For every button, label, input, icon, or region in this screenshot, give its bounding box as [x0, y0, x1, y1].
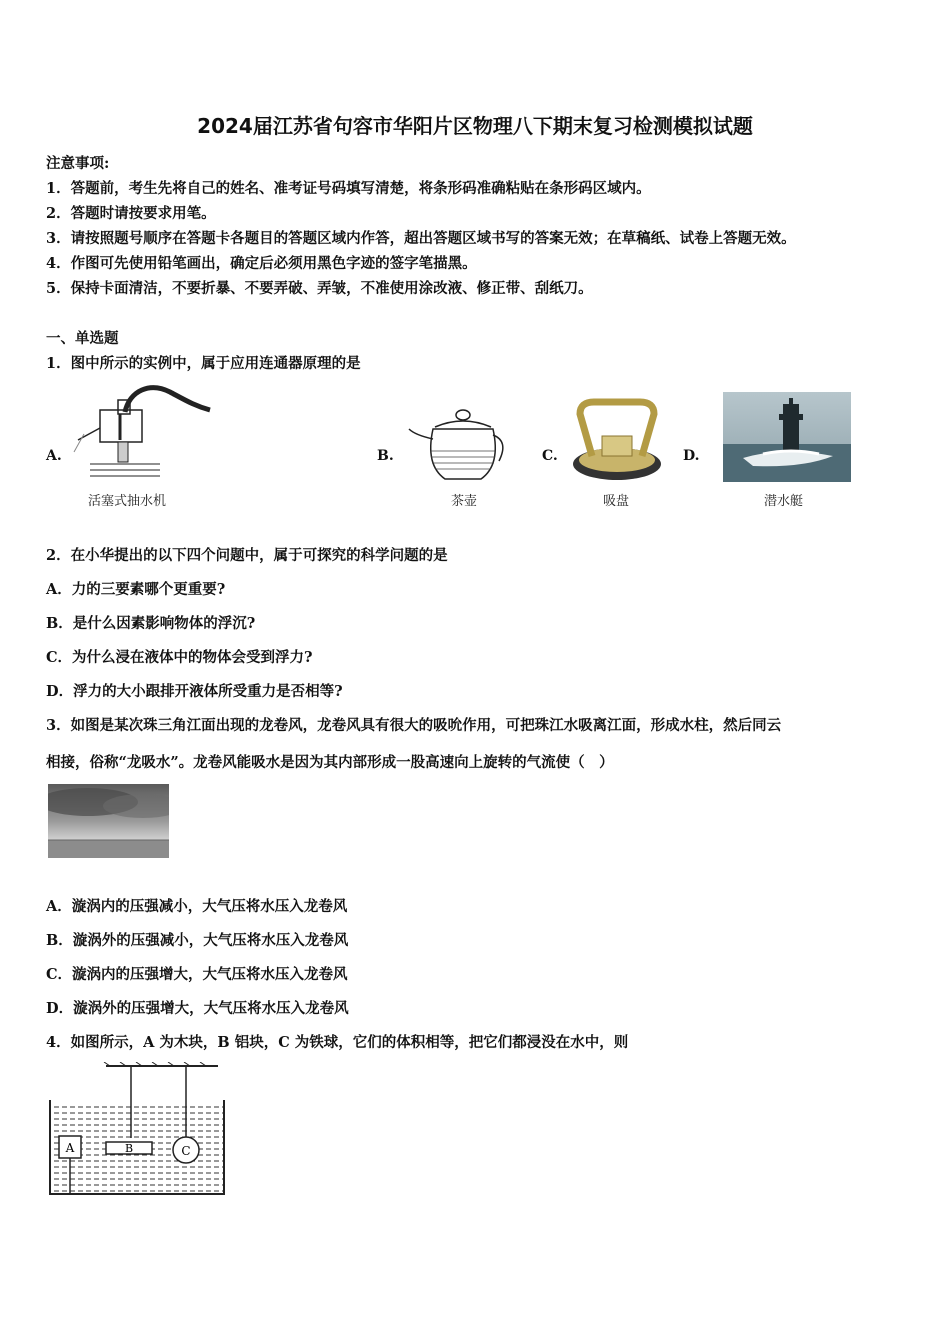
- notice-heading: 注意事项:: [46, 155, 110, 172]
- question-3-stem-line1: 3．如图是某次珠三角江面出现的龙卷风，龙卷风具有很大的吸吮作用，可把珠江水吸离江面，形成水柱，然后同云: [46, 717, 782, 734]
- q1-option-d-caption: 潜水艇: [764, 494, 804, 509]
- notice-item: 5．保持卡面清洁，不要折暴、不要弄破、弄皱，不准使用涂改液、修正带、刮纸刀。: [46, 280, 593, 297]
- question-1-stem: 1．图中所示的实例中，属于应用连通器原理的是: [46, 355, 361, 372]
- q1-option-d-letter: D.: [683, 448, 700, 464]
- notice-item: 4．作图可先使用铅笔画出，确定后必须用黑色字迹的签字笔描黑。: [46, 255, 477, 272]
- section-heading: 一、单选题: [46, 330, 119, 347]
- notice-item: 3．请按照题号顺序在答题卡各题目的答题区域内作答，超出答题区域书写的答案无效；在草稿纸、试卷上答题无效。: [46, 230, 796, 247]
- pump-figure: [70, 382, 215, 490]
- notice-item: 2．答题时请按要求用笔。: [46, 205, 216, 222]
- question-4-stem: 4．如图所示，A 为木块，B 铝块，C 为铁球，它们的体积相等，把它们都浸没在水中，则: [46, 1034, 629, 1051]
- page-title: 2024届江苏省句容市华阳片区物理八下期末复习检测模拟试题: [197, 114, 753, 138]
- q3-option-c: C．漩涡内的压强增大，大气压将水压入龙卷风: [46, 966, 348, 983]
- label-a: A: [65, 1141, 75, 1155]
- q1-option-a-caption: 活塞式抽水机: [88, 494, 167, 509]
- submarine-photo: [723, 392, 851, 482]
- tornado-photo: [48, 784, 169, 858]
- notice-item: 1．答题前，考生先将自己的姓名、准考证号码填写清楚，将条形码准确粘贴在条形码区域内。: [46, 180, 651, 197]
- q1-option-a-letter: A.: [46, 448, 62, 464]
- teapot-figure: [405, 405, 510, 487]
- label-b: B: [124, 1142, 134, 1155]
- q3-option-b: B．漩涡外的压强减小，大气压将水压入龙卷风: [46, 932, 349, 949]
- q1-option-b-letter: B.: [377, 448, 394, 464]
- q1-option-c-letter: C.: [542, 448, 558, 464]
- q2-option-b: B．是什么因素影响物体的浮沉?: [46, 615, 256, 632]
- buoyancy-diagram: [46, 1062, 232, 1198]
- q2-option-a: A．力的三要素哪个更重要?: [46, 581, 226, 598]
- question-3-stem-line2: 相接，俗称“龙吸水”。龙卷风能吸水是因为其内部形成一股高速向上旋转的气流使（ ）: [46, 754, 614, 771]
- q2-option-d: D．浮力的大小跟排开液体所受重力是否相等?: [46, 683, 343, 700]
- question-2-stem: 2．在小华提出的以下四个问题中，属于可探究的科学问题的是: [46, 547, 448, 564]
- q1-option-c-caption: 吸盘: [603, 494, 630, 509]
- suction-cup-figure: [570, 396, 665, 486]
- q2-option-c: C．为什么浸在液体中的物体会受到浮力?: [46, 649, 313, 666]
- q3-option-d: D．漩涡外的压强增大，大气压将水压入龙卷风: [46, 1000, 349, 1017]
- label-c: C: [181, 1144, 191, 1158]
- q1-option-b-caption: 茶壶: [451, 494, 478, 509]
- q3-option-a: A．漩涡内的压强减小，大气压将水压入龙卷风: [46, 898, 348, 915]
